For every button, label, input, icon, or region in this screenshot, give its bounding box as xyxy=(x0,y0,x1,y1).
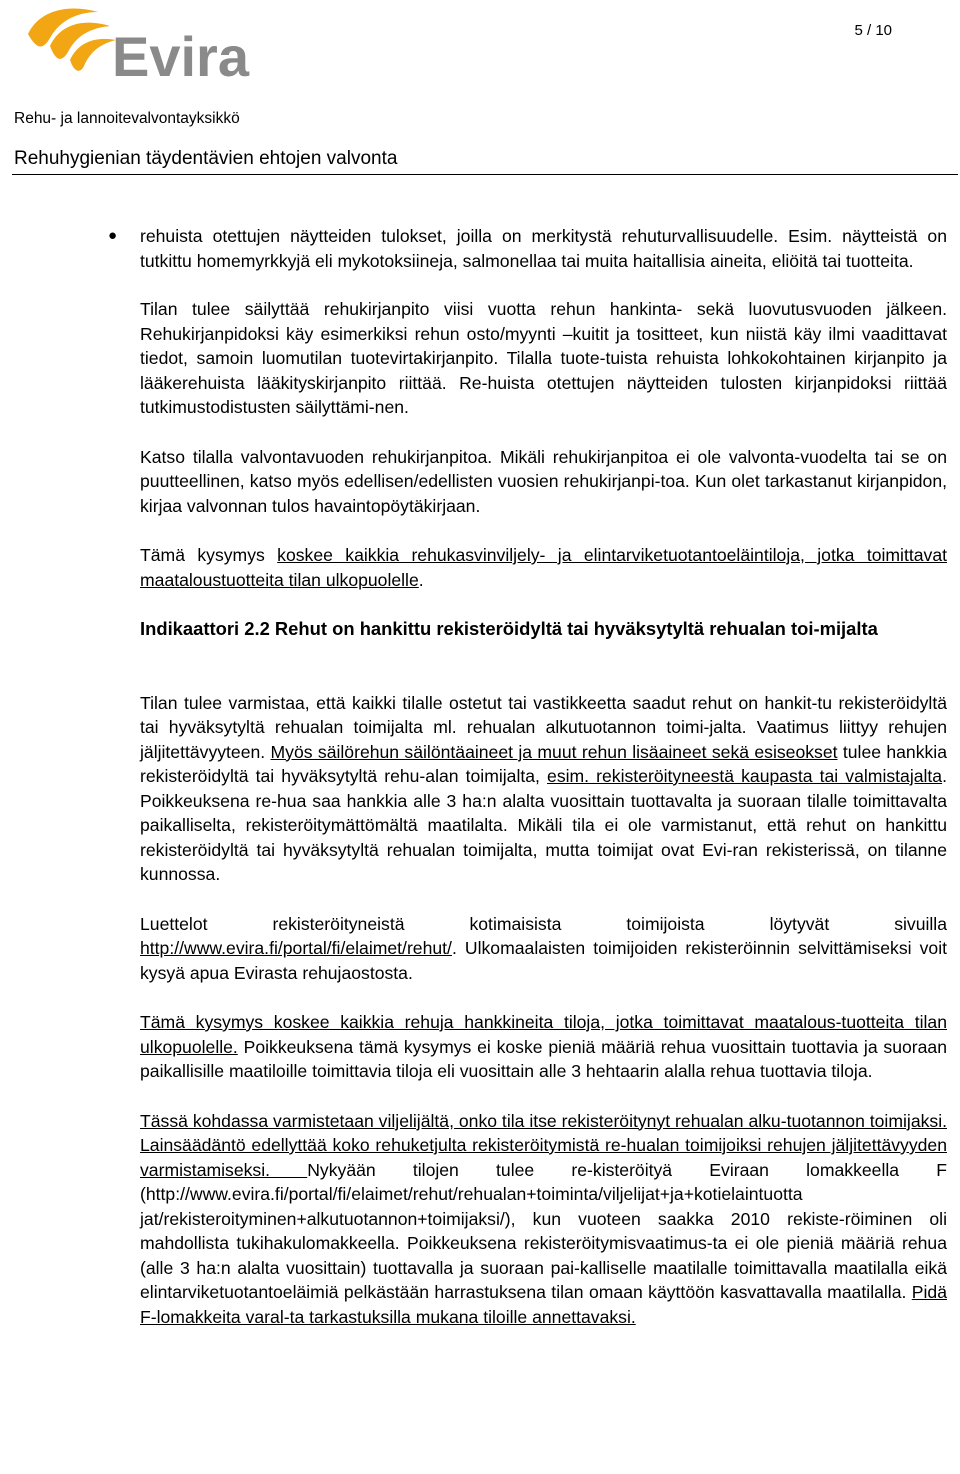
evira-logo-mark xyxy=(20,4,275,84)
bullet-text: rehuista otettujen näytteiden tulokset, joilla on merkitystä rehuturvallisuudelle. Esim. näytteistä on tutkittu homemyrkkyjä eli mykotoksiineja, salmonellaa tai muita haitallisia aineita, eliöitä tai tuotteita. xyxy=(140,226,947,271)
page-number: 5 / 10 xyxy=(854,22,892,39)
bullet-item xyxy=(72,224,947,273)
paragraph-check-records: Katso tilalla valvontavuoden rehukirjanpitoa. Mikäli rehukirjanpitoa ei ole valvonta-vuodelta tai se on puutteellinen, katso myös edellisen/edellisten vuosien rehukirjanpi-toa. Kun olet tarkastanut kirjanpidon, kirjaa valvonnan tulos havaintopöytäkirjaan. xyxy=(140,446,947,516)
paragraph-farm-registration: Tässä kohdassa varmistetaan viljelijältä, onko tila itse rekisteröitynyt rehualan alku-tuotannon toimijaksi. Lainsäädäntö edellyttää koko rehuketjulta rekisteröitymistä re-hualan toimijoiksi rehujen jäljitettävyyden varmistamiseksi. Nykyään tilojen tulee re-kisteröityä Eviraan lomakkeella F (http://www.evira.fi/portal/fi/elaimet/rehut/rehualan+toiminta/viljelijat+ja+kotielaintuotta jat/rekisteroityminen+alkutuotannon+toimijaksi/), kun vuoteen saakka 2010 rekiste-röiminen oli mahdollista tukihakulomakkeella. Poikkeuksena rekisteröitymisvaatimus-ta ei ole pieniä määriä rehua (alle 3 ha:n alalta vuosittain) tuottavalla ja suoraan pai-kalliselle maatilalle toimittavalla maatilalla eikä elintarviketuotantoeläimiä pelkästään harrastuksena tilan omaan käyttöön kasvattavalla maatilalla. Pidä F-lomakkeita varal-ta tarkastuksilla mukana tiloille annettavaksi. xyxy=(140,1110,947,1327)
paragraph-registered-suppliers: Tilan tulee varmistaa, että kaikki tilalle ostetut tai vastikkeetta saadut rehut on hankit-tu rekisteröidyltä tai hyväksytyltä rehualan toimijalta ml. rehualan alkutuotannon toimi-jalta. Vaatimus liittyy rehujen jäljitettävyyteen. Myös säilörehun säilöntäaineet ja muut rehun lisäaineet sekä esiseokset tulee hankkia rekisteröidyltä tai hyväksytyltä rehu-alan toimijalta, esim. rekisteröityneestä kaupasta tai valmistajalta. Poikkeuksena re-hua saa hankkia alle 3 ha:n alalta vuosittain tuottavalta ja suoraan tilalle toimittavalta paikalliselta, rekisteröitymättömältä maatilalta. Mikäli tila ei ole varmistanut, että rehut on hankittu rekisteröidyltä tai hyväksytyltä rehualan toimijalta, mutta toimijat ovat Evi-ran rekisterissä, on tilanne kunnossa. xyxy=(140,692,947,884)
header-divider xyxy=(12,174,958,175)
logo-text: Evira xyxy=(112,25,249,84)
paragraph-registry-lists: Luettelot rekisteröityneistä kotimaisista toimijoista löytyvät sivuilla http://www.evira.fi/portal/fi/elaimet/rehut/. Ulkomaalaisten toimijoiden rekisteröinnin selvittämiseksi voit kysyä apua Evirasta rehujaostosta. xyxy=(140,913,947,983)
paragraph-scope-2: Tämä kysymys koskee kaikkia rehuja hankkineita tiloja, jotka toimittavat maatalous-tuotteita tilan ulkopuolelle. Poikkeuksena tämä kysymys ei koske pieniä määriä rehua vuosittain tuottavia ja suoraan paikallisille maatiloille toimittavia tiloja eli vuosittain alle 3 hehtaarin alalla rehua tuottavia tiloja. xyxy=(140,1012,947,1081)
evira-logo xyxy=(20,4,275,84)
paragraph-scope-1: Tämä kysymys koskee kaikkia rehukasvinviljely- ja elintarviketuotantoeläintiloja, jotka toimittavat maataloustuotteita tilan ulkopuolelle. xyxy=(140,545,947,590)
evira-rehut-link[interactable]: http://www.evira.fi/portal/fi/elaimet/rehut/ xyxy=(140,938,452,958)
unit-name: Rehu- ja lannoitevalvontayksikkö xyxy=(14,110,240,127)
document-title: Rehuhygienian täydentävien ehtojen valvonta xyxy=(14,148,398,169)
indicator-heading: Indikaattori 2.2 Rehut on hankittu rekisteröidyltä tai hyväksytyltä rehualan toi-mijalta xyxy=(140,618,878,639)
bullet-dot-icon: ● xyxy=(108,227,118,244)
document-body xyxy=(108,224,947,1354)
paragraph-record-keeping: Tilan tulee säilyttää rehukirjanpito viisi vuotta rehun hankinta- sekä luovutusvuoden jälkeen. Rehukirjanpidoksi käy esimerkiksi rehun osto/myynti –kuitit ja tositteet, kun niistä käy ilmi vaadittavat tiedot, samoin luomutilan tuotevirtakirjanpito. Tilalla tuote-tuista rehuista lohkokohtainen kirjanpito ja lääkerehuista lääkityskirjanpito riittää. Re-huista otettujen näytteiden tulosten kirjanpidoksi riittää tutkimustodistusten säilyttämi-nen. xyxy=(140,299,947,417)
